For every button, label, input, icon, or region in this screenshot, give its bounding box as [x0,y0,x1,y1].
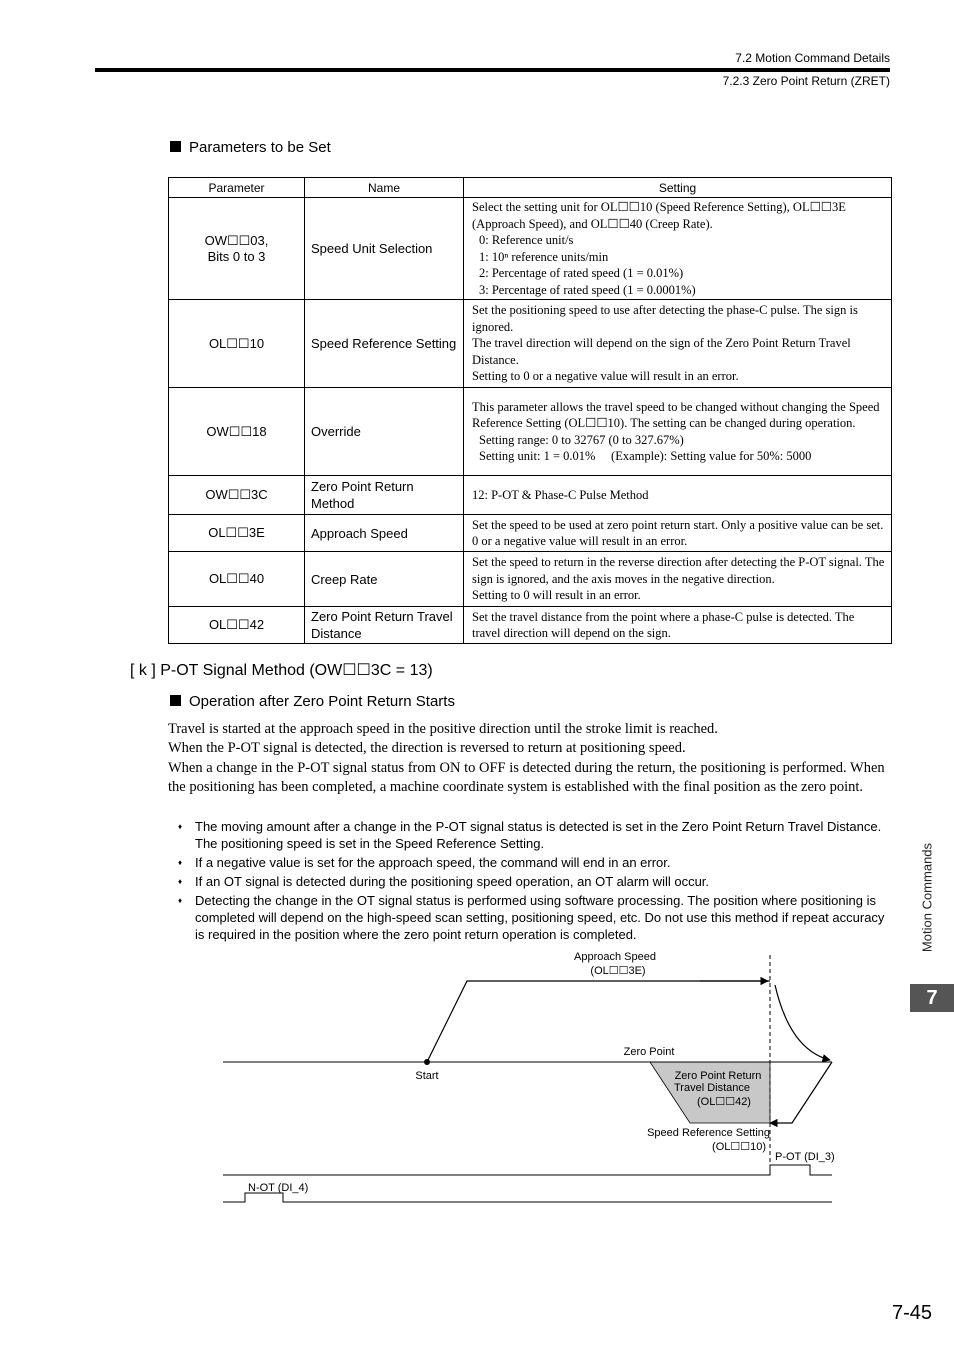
paragraph: When the P-OT signal is detected, the direction is reversed to return at positioning speed. [168,740,686,757]
setting-cell: Set the speed to be used at zero point return start. Only a positive value can be set. 0 or a negative value will result in an error. [464,515,892,552]
return-trajectory [770,1062,832,1123]
name-cell: Zero Point Return Travel Distance [305,607,464,644]
list-item: ♦ If a negative value is set for the approach speed, the command will end in an error. [178,854,890,871]
param-cell: OL☐☐10 [169,300,305,388]
speed-reference-label: Speed Reference Setting [647,1127,770,1139]
col-header-setting: Setting [464,178,892,198]
operation-heading-text: Operation after Zero Point Return Starts [189,693,455,710]
name-cell: Approach Speed [305,515,464,552]
list-item: ♦ Detecting the change in the OT signal status is performed using software processing. The position where positioning is completed will depend on the high-speed scan setting, positioning speed, etc. Do not use this method if repeat accuracy is required in the position where the zero point return operation is completed. [178,892,890,943]
setting-cell: Set the positioning speed to use after detecting the phase-C pulse. The sign is ignored. The travel direction will depend on the sign of the Zero Point Return Travel Distance. Setting to 0 or a negative value will result in an error. [464,300,892,388]
start-point [424,1059,430,1065]
not-label: N-OT (DI_4) [248,1182,309,1194]
not-signal [223,1193,832,1202]
params-heading-text: Parameters to be Set [189,139,331,156]
setting-cell: Set the travel distance from the point where a phase-C pulse is detected. The travel direction will depend on the sign. [464,607,892,644]
section-k-heading: [ k ] P-OT Signal Method (OW☐☐3C = 13) [130,662,433,679]
name-cell: Speed Reference Setting [305,300,464,388]
list-item: ♦ The moving amount after a change in the P-OT signal status is detected is set in the Zero Point Return Travel Distance. The positioning speed is set in the Speed Reference Setting. [178,818,890,852]
paragraph: Travel is started at the approach speed in the positive direction until the stroke limit is reached. [168,721,718,737]
name-cell: Creep Rate [305,552,464,607]
param-cell: OL☐☐40 [169,552,305,607]
paragraph: When a change in the P-OT signal status from ON to OFF is detected during the return, the positioning is performed. When the positioning has been completed, a machine coordinate system is established with the final position as the zero point. [168,759,885,795]
approach-trajectory [427,981,770,1062]
decel-curve [775,985,830,1060]
speed-reference-param: (OL☐☐10) [712,1141,766,1153]
param-cell: OW☐☐03, Bits 0 to 3 [169,198,305,300]
page-number: 7-45 [891,1302,932,1324]
setting-cell: Set the speed to return in the reverse direction after detecting the P-OT signal. The sign is ignored, and the axis moves in the negative direction. Setting to 0 will result in an error. [464,552,892,607]
param-cell: OW☐☐18 [169,388,305,476]
zero-point-label: Zero Point [623,1046,675,1058]
chapter-tab: 7 [910,984,954,1012]
approach-speed-label: Approach Speed [574,951,656,963]
header-subsection: 7.2.3 Zero Point Return (ZRET) [722,74,890,88]
pot-signal [223,1165,832,1175]
setting-cell: Select the setting unit for OL☐☐10 (Speed Reference Setting), OL☐☐3E (Approach Speed), and OL☐☐40 (Creep Rate). 0: Reference unit/s 1: 10ⁿ reference units/min 2: Percentage of rated speed (1 = 0.01%) 3: Percentage of rated speed (1 = 0.0001%) [464,198,892,300]
travel-distance-label-2: Travel Distance [673,1082,751,1094]
approach-speed-param: (OL☐☐3E) [590,965,646,977]
setting-cell: This parameter allows the travel speed to be changed without changing the Speed Reference Setting (OL☐☐10). The setting can be changed during operation. Setting range: 0 to 32767 (0 to 327.67%) Setting unit: 1 = 0.01% (Example): Setting value for 50%: 5000 [464,388,892,476]
list-item: ♦ If an OT signal is detected during the positioning speed operation, an OT alarm will occur. [178,873,890,890]
name-cell: Override [305,388,464,476]
header-section: 7.2 Motion Command Details [735,51,890,65]
param-cell: OW☐☐3C [169,476,305,515]
name-cell: Speed Unit Selection [305,198,464,300]
travel-distance-label-3: (OL☐☐42) [697,1096,751,1108]
col-header-parameter: Parameter [169,178,305,198]
pot-label: P-OT (DI_3) [775,1151,835,1163]
col-header-name: Name [305,178,464,198]
param-cell: OL☐☐42 [169,607,305,644]
setting-cell: 12: P-OT & Phase-C Pulse Method [464,476,892,515]
travel-distance-label-1: Zero Point Return [674,1070,762,1082]
start-label: Start [415,1070,439,1082]
param-cell: OL☐☐3E [169,515,305,552]
side-chapter-label: Motion Commands [919,842,935,953]
name-cell: Zero Point Return Method [305,476,464,515]
